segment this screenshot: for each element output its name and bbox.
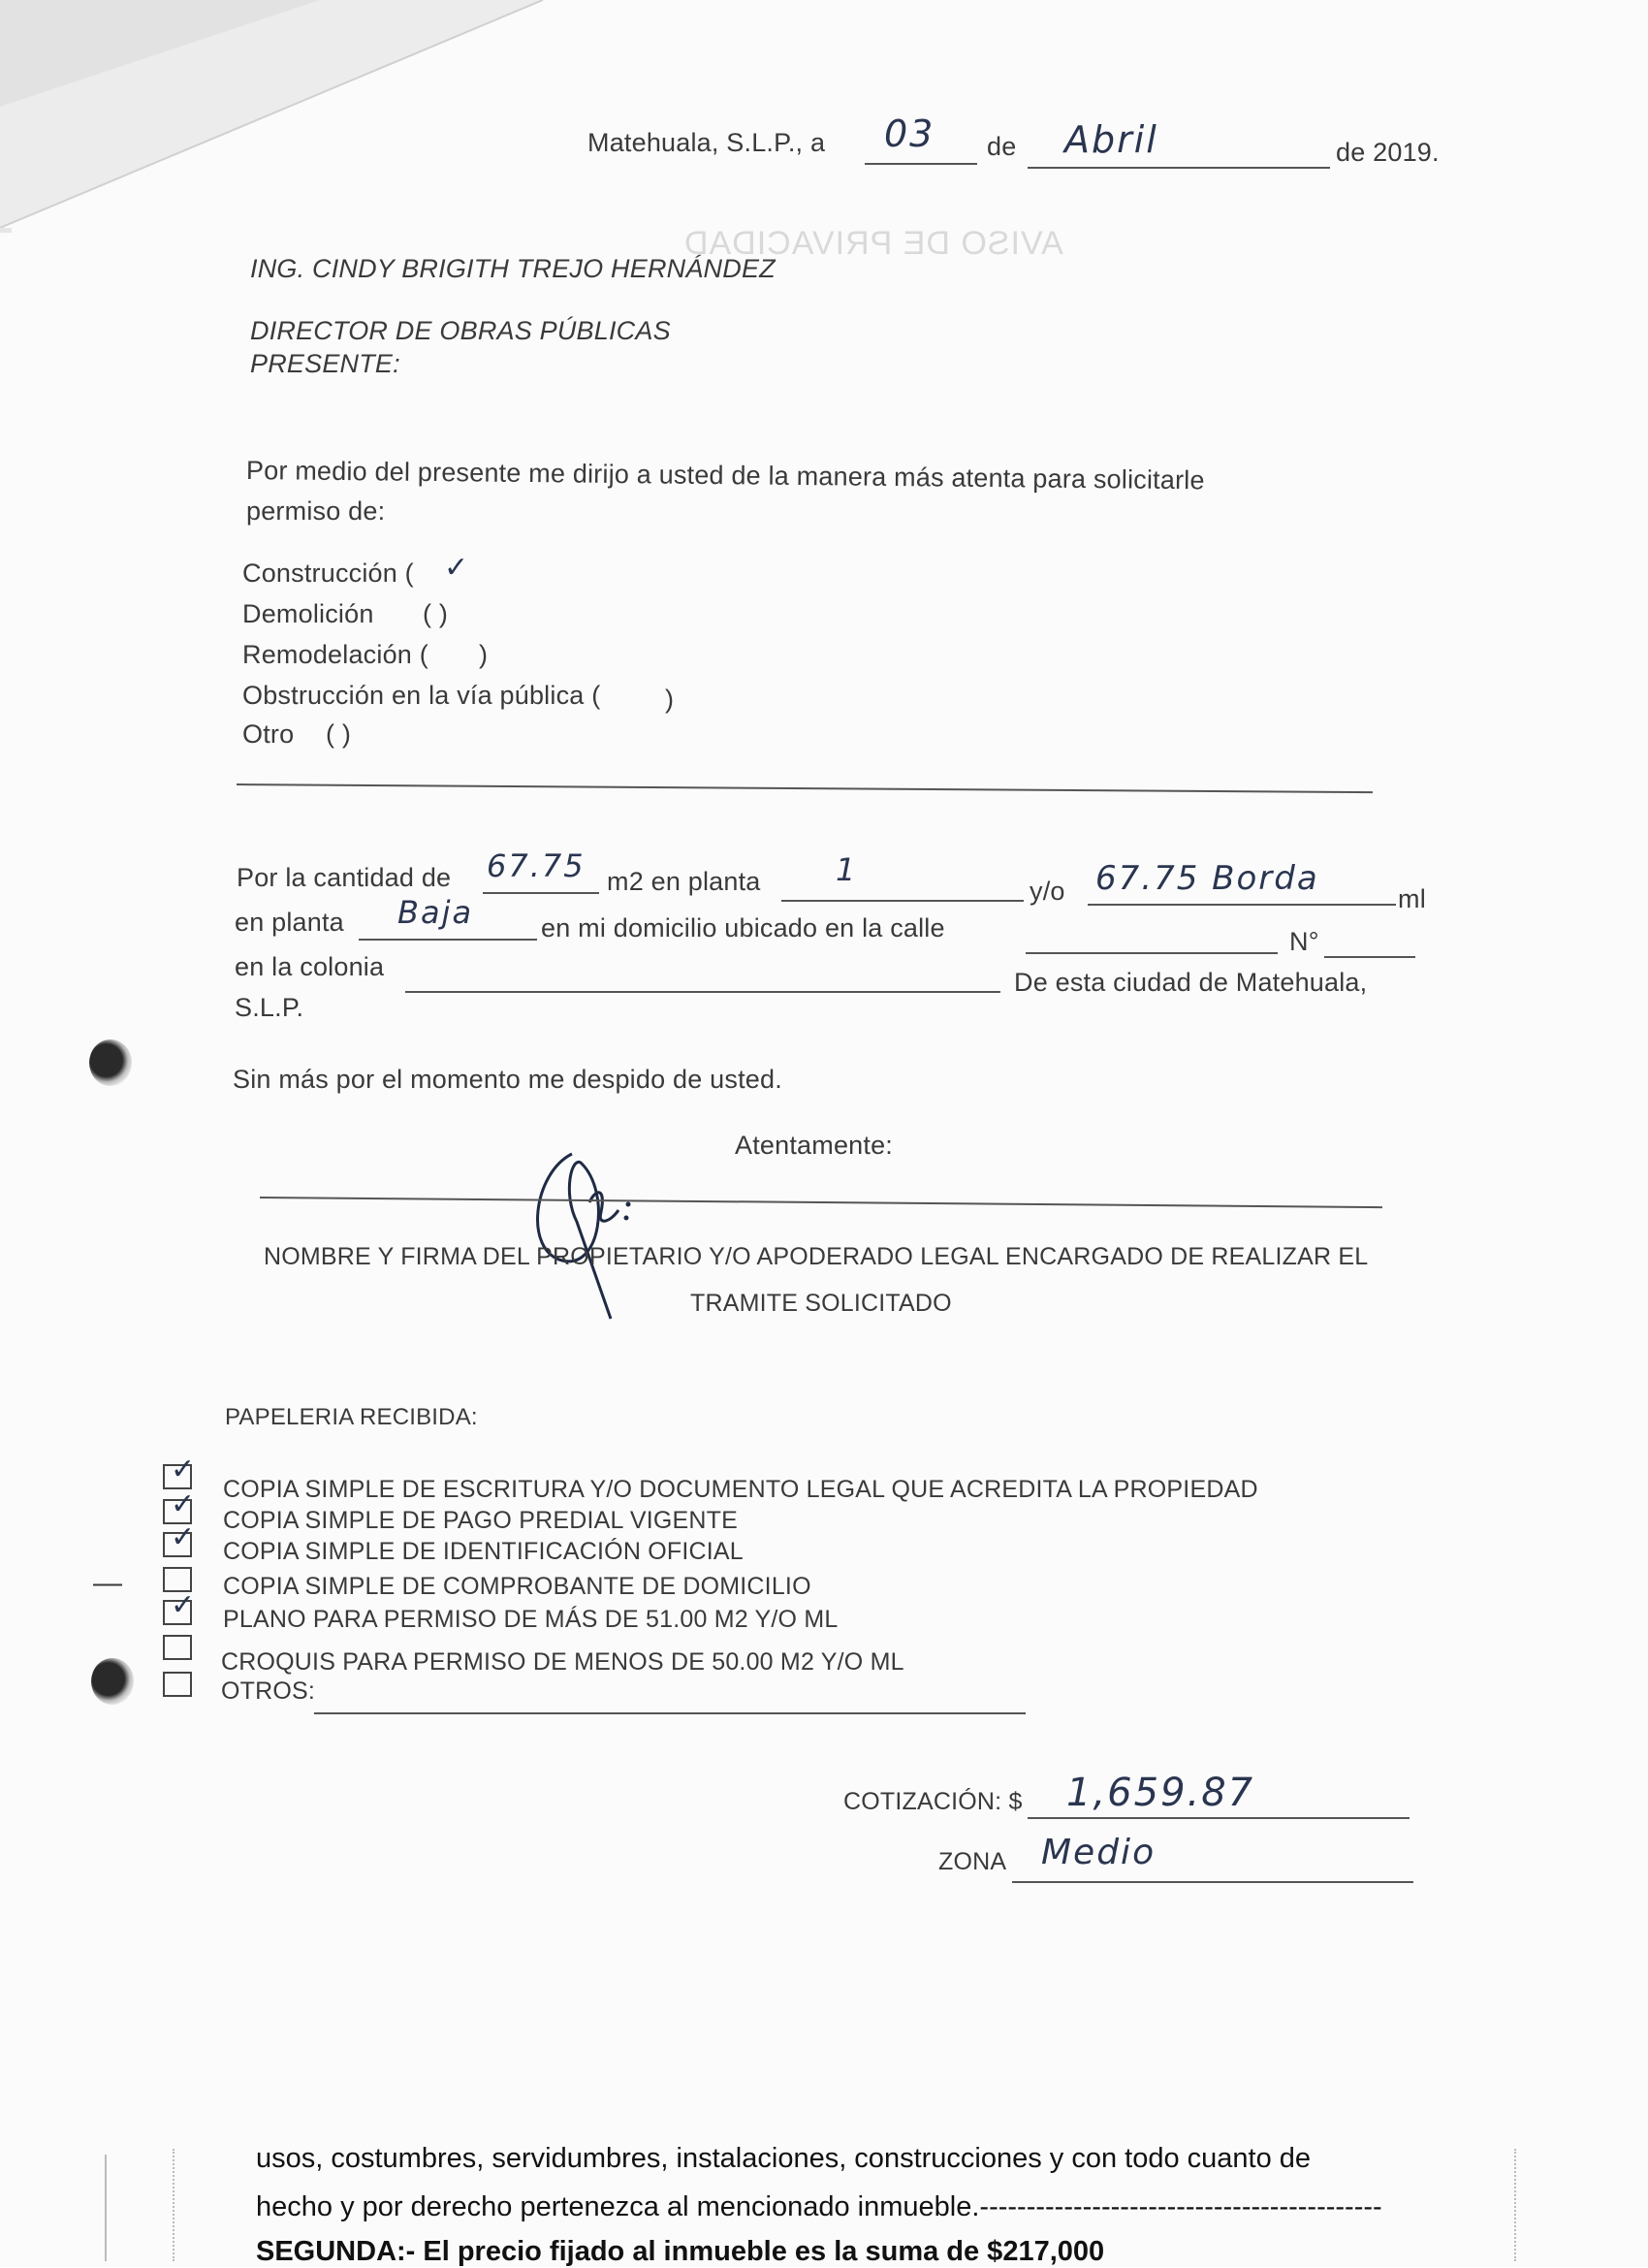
qty-text-10: S.L.P.	[235, 993, 304, 1022]
paper-checkbox[interactable]	[163, 1672, 192, 1697]
qty-text-9: De esta ciudad de Matehuala,	[1014, 968, 1368, 997]
check-mark: ✓	[171, 1453, 196, 1485]
option-label: Otro	[242, 719, 295, 749]
paper-label: COPIA SIMPLE DE IDENTIFICACIÓN OFICIAL	[223, 1538, 744, 1565]
papers-title: PAPELERIA RECIBIDA:	[225, 1404, 478, 1430]
qty-text-6: en mi domicilio ubicado en la calle	[541, 913, 945, 942]
cotizacion-label: COTIZACIÓN: $	[843, 1788, 1023, 1815]
atentamente-text: Atentamente:	[735, 1131, 894, 1160]
paper-label: PLANO PARA PERMISO DE MÁS DE 51.00 M2 Y/O ML	[223, 1606, 839, 1633]
zona-underline	[1012, 1881, 1413, 1883]
otros-underline	[314, 1712, 1026, 1714]
ml-underline	[1088, 904, 1396, 906]
check-mark: ✓	[171, 1521, 196, 1553]
punch-hole-top	[89, 1039, 132, 1086]
option-label: Demolición	[242, 599, 374, 628]
planta-underline	[781, 900, 1024, 902]
margin-dash: —	[93, 1567, 123, 1599]
header-day: 03	[884, 112, 935, 155]
left-margin-rule-2	[173, 2149, 174, 2261]
header-year: de 2019.	[1336, 138, 1440, 167]
bleed-through-title: AVISO DE PRIVACIDAD	[683, 225, 1063, 262]
day-underline	[865, 163, 977, 165]
option-parens: )	[665, 685, 675, 714]
intro-line2: permiso de:	[246, 496, 386, 526]
qty-text-8: en la colonia	[235, 952, 385, 981]
qty-text-7: N°	[1289, 927, 1319, 956]
m2-underline	[483, 892, 599, 894]
option-check-mark: ✓	[444, 552, 469, 584]
paper-label: COPIA SIMPLE DE COMPROBANTE DE DOMICILIO	[223, 1573, 811, 1600]
option-parens: )	[479, 640, 489, 669]
signature-caption-1: NOMBRE Y FIRMA DEL PROPIETARIO Y/O APODERADO LEGAL ENCARGADO DE REALIZAR EL	[264, 1243, 1369, 1270]
paper-checkbox[interactable]	[163, 1635, 192, 1660]
folded-corner-shadow	[0, 0, 1648, 233]
qty-text-3: y/o	[1030, 877, 1065, 906]
qty-m2-value: 67.75	[487, 847, 586, 884]
farewell-text: Sin más por el momento me despido de usted.	[233, 1065, 782, 1094]
zona-label: ZONA	[938, 1848, 1007, 1875]
qty-text-1: Por la cantidad de	[237, 863, 452, 892]
header-de: de	[987, 132, 1017, 161]
addressee-role: DIRECTOR DE OBRAS PÚBLICAS	[250, 316, 671, 345]
signature-line	[260, 1197, 1382, 1208]
qty-planta2-value: Baja	[397, 894, 474, 931]
intro-line1: Por medio del presente me dirijo a usted de la manera más atenta para solicitarle	[245, 456, 1205, 495]
cotizacion-underline	[1028, 1817, 1410, 1819]
colonia-underline	[405, 991, 1000, 993]
qty-planta-value: 1	[836, 851, 858, 888]
paper-label: COPIA SIMPLE DE PAGO PREDIAL VIGENTE	[223, 1507, 738, 1534]
addressee-presente: PRESENTE:	[250, 349, 400, 378]
bottom-text-line2: hecho y por derecho pertenezca al mencionado inmueble.-------------------------------------------	[256, 2191, 1382, 2222]
option-parens: ( )	[326, 719, 352, 749]
qty-text-5: en planta	[235, 908, 344, 937]
paper-label: OTROS:	[221, 1677, 316, 1705]
numero-underline	[1324, 956, 1415, 958]
option-label: Remodelación (	[242, 640, 428, 669]
left-margin-rule	[105, 2155, 107, 2261]
paper-label: COPIA SIMPLE DE ESCRITURA Y/O DOCUMENTO LEGAL QUE ACREDITA LA PROPIEDAD	[223, 1476, 1258, 1503]
option-parens: ( )	[423, 599, 449, 628]
paper-label: CROQUIS PARA PERMISO DE MENOS DE 50.00 M2 Y/O ML	[221, 1648, 904, 1676]
right-margin-rule	[1514, 2149, 1516, 2261]
addressee-name: ING. CINDY BRIGITH TREJO HERNÁNDEZ	[250, 254, 776, 283]
bottom-text-line3: SEGUNDA:- El precio fijado al inmueble es la suma de $217,000	[256, 2236, 1105, 2267]
check-mark: ✓	[171, 1589, 196, 1621]
cotizacion-value: 1,659.87	[1066, 1771, 1255, 1815]
signature-caption-2: TRAMITE SOLICITADO	[690, 1290, 952, 1317]
option-label: Obstrucción en la vía pública (	[242, 681, 601, 710]
qty-text-4: ml	[1398, 884, 1426, 913]
header-month: Abril	[1064, 118, 1158, 161]
option-label: Construcción (	[242, 559, 414, 588]
handwritten-signature	[504, 1134, 679, 1328]
punch-hole-bottom	[91, 1658, 134, 1705]
qty-text-2: m2 en planta	[607, 867, 761, 896]
check-mark: ✓	[171, 1488, 196, 1520]
month-underline	[1028, 167, 1330, 169]
bottom-text-line1: usos, costumbres, servidumbres, instalaciones, construcciones y con todo cuanto de	[256, 2143, 1312, 2174]
header-place: Matehuala, S.L.P., a	[587, 128, 826, 157]
qty-ml-value: 67.75 Borda	[1095, 859, 1319, 898]
zona-value: Medio	[1041, 1833, 1157, 1872]
calle-underline	[1026, 952, 1278, 954]
planta2-underline	[359, 939, 537, 941]
otro-underline	[237, 783, 1373, 793]
